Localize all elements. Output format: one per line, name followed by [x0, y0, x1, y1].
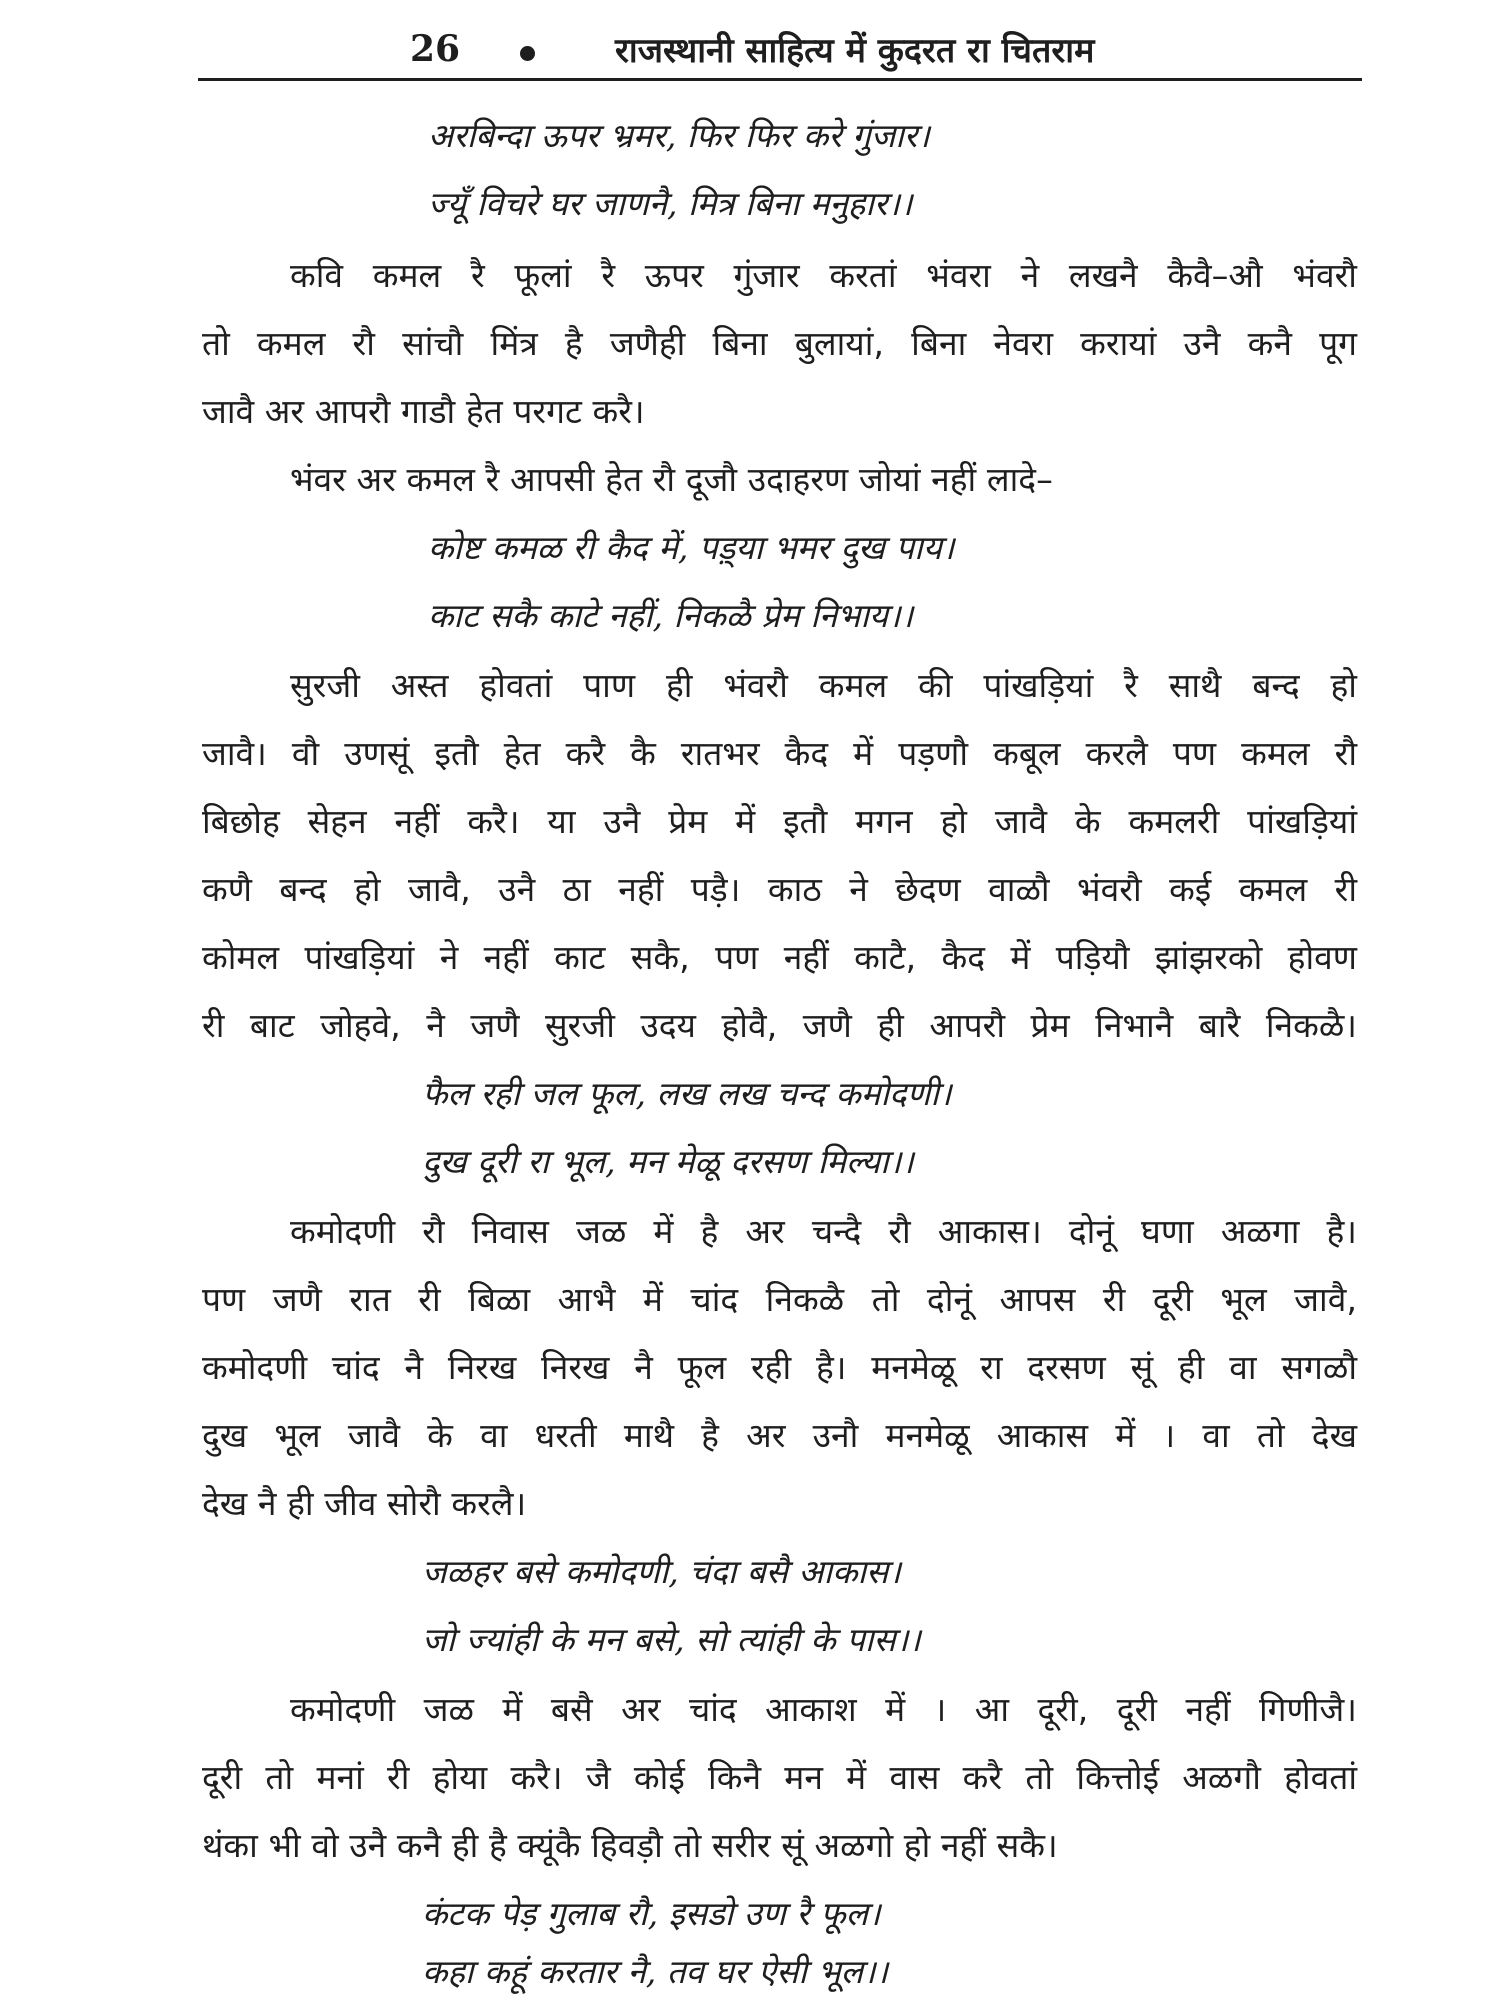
verse-line: जळहर बसे कमोदणी, चंदा बसै आकास। [422, 1552, 901, 1591]
paragraph-line: तो कमल रौ सांचौ मिंत्र है जणैही बिना बुलायां, बिना नेवरा करायां उनै कनै पूग [202, 324, 1357, 363]
header-bullet-icon [520, 46, 535, 61]
page-number: 26 [410, 28, 461, 70]
verse-line: जो ज्यांही के मन बसे, सो त्यांही के पास।। [422, 1620, 921, 1659]
paragraph-line: जावै अर आपरौ गाडौ हेत परगट करै। [202, 392, 645, 431]
paragraph-line: कमोदणी जळ में बसै अर चांद आकाश में । आ दूरी, दूरी नहीं गिणीजै। [290, 1690, 1357, 1729]
paragraph-line: री बाट जोहवे, नै जणै सुरजी उदय होवै, जणै ही आपरौ प्रेम निभानै बारै निकळै। [202, 1006, 1357, 1045]
verse-line: कहा कहूं करतार नै, तव घर ऐसी भूल।। [422, 1952, 889, 1991]
paragraph-line: जावै। वौ उणसूं इतौ हेत करै कै रातभर कैद में पड़णौ कबूल करलै पण कमल रौ [202, 734, 1357, 773]
verse-line: अरबिन्दा ऊपर भ्रमर, फिर फिर करे गुंजार। [428, 116, 930, 155]
paragraph-line: दूरी तो मनां री होया करै। जै कोई किनै मन में वास करै तो कित्तोई अळगौ होवतां [202, 1758, 1357, 1797]
paragraph-line: पण जणै रात री बिळा आभै में चांद निकळै तो दोनूं आपस री दूरी भूल जावै, [202, 1280, 1357, 1319]
verse-line: ज्यूँ विचरे घर जाणनै, मित्र बिना मनुहार।। [428, 184, 913, 223]
paragraph-line: बिछोह सेहन नहीं करै। या उनै प्रेम में इतौ मगन हो जावै के कमलरी पांखड़ियां [202, 802, 1357, 841]
paragraph-line: कणै बन्द हो जावै, उनै ठा नहीं पड़ै। काठ ने छेदण वाळौ भंवरौ कई कमल री [202, 870, 1357, 909]
paragraph-line: कमोदणी चांद नै निरख निरख नै फूल रही है। मनमेळू रा दरसण सूं ही वा सगळौ [202, 1348, 1357, 1387]
verse-line: फैल रही जल फूल, लख लख चन्द कमोदणी। [422, 1074, 952, 1113]
paragraph-line: कोमल पांखड़ियां ने नहीं काट सकै, पण नहीं काटै, कैद में पड़ियौ झांझरको होवण [202, 938, 1357, 977]
paragraph-line: सुरजी अस्त होवतां पाण ही भंवरौ कमल की पांखड़ियां रै साथै बन्द हो [290, 666, 1357, 705]
verse-line: कंटक पेड़ गुलाब रौ, इसडो उण रै फूल। [422, 1894, 881, 1933]
header-rule [198, 78, 1362, 81]
verse-line: कोष्ट कमळ री कैद में, पड़्या भमर दुख पाय। [428, 528, 955, 567]
paragraph-line: देख नै ही जीव सोरौ करलै। [202, 1484, 527, 1523]
paragraph-line: कवि कमल रै फूलां रै ऊपर गुंजार करतां भंवरा ने लखनै कैवै–औ भंवरौ [290, 256, 1357, 295]
book-title: राजस्थानी साहित्य में कुदरत रा चितराम [615, 31, 1095, 71]
paragraph-line: थंका भी वो उनै कनै ही है क्यूंकै हिवड़ौ तो सरीर सूं अळगो हो नहीं सकै। [202, 1826, 1058, 1865]
paragraph-line: कमोदणी रौ निवास जळ में है अर चन्दै रौ आकास। दोनूं घणा अळगा है। [290, 1212, 1357, 1251]
running-header [200, 22, 1360, 78]
paragraph-line: दुख भूल जावै के वा धरती माथै है अर उनौ मनमेळू आकास में । वा तो देख [202, 1416, 1357, 1455]
verse-line: काट सकै काटे नहीं, निकळै प्रेम निभाय।। [428, 596, 914, 635]
verse-line: दुख दूरी रा भूल, मन मेळू दरसण मिल्या।। [422, 1142, 914, 1181]
paragraph-line: भंवर अर कमल रै आपसी हेत रौ दूजौ उदाहरण जोयां नहीं लादे– [290, 460, 1053, 499]
